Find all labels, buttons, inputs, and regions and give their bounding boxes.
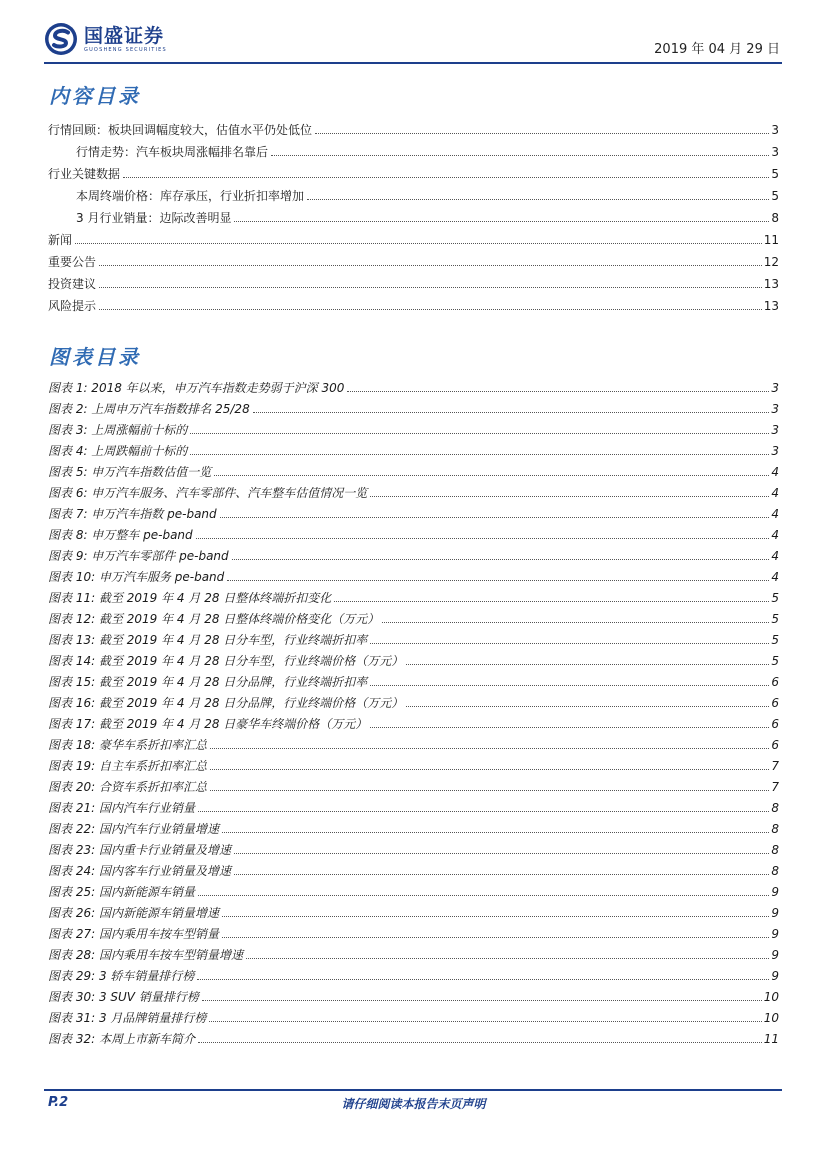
toc-entry-page: 11 [763,233,779,247]
dot-leader [234,874,769,875]
figure-entry-page: 4 [771,486,779,500]
figure-entry[interactable] [48,584,779,605]
dot-leader [99,265,762,266]
figure-entry-label: 图表 1: 2018 年以来，申万汽车指数走势弱于沪深 300 [48,381,345,395]
figure-entry[interactable] [48,857,779,878]
figure-entry[interactable] [48,710,779,731]
footer-disclaimer: 请仔细阅读本报告末页声明 [341,1097,486,1111]
dot-leader [202,1000,762,1001]
figure-entry-page: 9 [771,885,779,899]
figure-entry-label: 图表 7: 申万汽车指数 pe-band [48,507,217,521]
dot-leader [382,622,769,623]
figure-entry-label: 图表 5: 申万汽车指数估值一览 [48,465,212,479]
figure-entry-page: 4 [771,465,779,479]
figure-entry[interactable] [48,899,779,920]
figure-entry[interactable] [48,731,779,752]
dot-leader [347,391,769,392]
footer-divider [44,1089,782,1091]
dot-leader [99,309,762,310]
figure-entry-label: 图表 17: 截至 2019 年 4 月 28 日豪华车终端价格（万元） [48,717,368,731]
toc-entry[interactable] [48,225,779,247]
figure-entry-page: 4 [771,507,779,521]
dot-leader [234,221,769,222]
figure-entry[interactable] [48,500,779,521]
figure-entry-label: 图表 6: 申万汽车服务、汽车零部件、汽车整车估值情况一览 [48,486,368,500]
toc-entry-page: 8 [771,211,779,225]
figure-entry-label: 图表 11: 截至 2019 年 4 月 28 日整体终端折扣变化 [48,591,332,605]
figure-entry[interactable] [48,815,779,836]
dot-leader [190,433,769,434]
figure-entry-label: 图表 26: 国内新能源车销量增速 [48,906,219,920]
figure-entry[interactable] [48,752,779,773]
dot-leader [209,1021,761,1022]
figure-entry[interactable] [48,836,779,857]
dot-leader [370,685,769,686]
toc-list [48,115,779,313]
figure-entry-label: 图表 15: 截至 2019 年 4 月 28 日分品牌，行业终端折扣率 [48,675,368,689]
figure-entry-label: 图表 21: 国内汽车行业销量 [48,801,195,815]
figure-entry-page: 5 [771,654,779,668]
dot-leader [198,895,769,896]
figure-entry-page: 6 [771,738,779,752]
figure-entry-page: 5 [771,633,779,647]
figure-entry[interactable] [48,437,779,458]
company-logo [44,22,167,56]
dot-leader [271,155,769,156]
logo-chinese-name: 国盛证券 [84,24,165,47]
logo-icon [44,22,78,56]
figure-entry-label: 图表 2: 上周申万汽车指数排名 25/28 [48,402,250,416]
figure-entry-page: 4 [771,528,779,542]
dot-leader [370,727,769,728]
dot-leader [406,706,769,707]
dot-leader [234,853,769,854]
figure-entry[interactable] [48,920,779,941]
dot-leader [190,454,769,455]
figure-entry-label: 图表 16: 截至 2019 年 4 月 28 日分品牌，行业终端价格（万元） [48,696,404,710]
figure-entry-label: 图表 9: 申万汽车零部件 pe-band [48,549,229,563]
figure-entry[interactable] [48,626,779,647]
figure-entry-label: 图表 22: 国内汽车行业销量增速 [48,822,219,836]
figure-entry-label: 图表 12: 截至 2019 年 4 月 28 日整体终端价格变化（万元） [48,612,380,626]
dot-leader [198,1042,762,1043]
figure-entry-label: 图表 20: 合资车系折扣率汇总 [48,780,207,794]
figure-entry-label: 图表 32: 本周上市新车简介 [48,1032,195,1046]
dot-leader [99,287,762,288]
figures-list [48,374,779,1046]
figure-entry[interactable] [48,563,779,584]
toc-entry[interactable] [48,291,779,313]
figures-title: 图表目录 [49,345,141,369]
figure-entry-page: 3 [771,381,779,395]
figure-entry[interactable] [48,416,779,437]
figure-entry-label: 图表 14: 截至 2019 年 4 月 28 日分车型，行业终端价格（万元） [48,654,404,668]
figure-entry[interactable] [48,521,779,542]
dot-leader [75,243,762,244]
toc-entry-page: 3 [771,123,779,137]
dot-leader [227,580,769,581]
toc-entry[interactable] [48,115,779,137]
figure-entry-page: 5 [771,591,779,605]
dot-leader [222,832,769,833]
figure-entry[interactable] [48,458,779,479]
figure-entry-page: 8 [771,822,779,836]
report-date: 2019 年 04 月 29 日 [654,42,780,57]
figure-entry-label: 图表 27: 国内乘用车按车型销量 [48,927,219,941]
figure-entry[interactable] [48,479,779,500]
toc-entry-label: 风险提示 [48,299,97,313]
figure-entry-label: 图表 13: 截至 2019 年 4 月 28 日分车型，行业终端折扣率 [48,633,368,647]
figure-entry-page: 5 [771,612,779,626]
toc-entry[interactable] [48,269,779,291]
figure-entry-page: 9 [771,948,779,962]
figure-entry-page: 3 [771,402,779,416]
dot-leader [220,517,770,518]
figure-entry-label: 图表 24: 国内客车行业销量及增速 [48,864,231,878]
figure-entry[interactable] [48,647,779,668]
dot-leader [198,811,769,812]
dot-leader [196,538,770,539]
figure-entry-label: 图表 3: 上周涨幅前十标的 [48,423,188,437]
figure-entry-label: 图表 19: 自主车系折扣率汇总 [48,759,207,773]
figure-entry-page: 10 [763,990,779,1004]
figure-entry-page: 9 [771,927,779,941]
figure-entry[interactable] [48,962,779,983]
dot-leader [123,177,769,178]
figure-entry[interactable] [48,878,779,899]
figure-entry-page: 4 [771,549,779,563]
header-divider [44,62,782,64]
figure-entry-page: 7 [771,759,779,773]
figure-entry[interactable] [48,605,779,626]
dot-leader [246,958,769,959]
figure-entry[interactable] [48,395,779,416]
dot-leader [232,559,770,560]
dot-leader [406,664,769,665]
toc-entry[interactable] [48,159,779,181]
figure-entry[interactable] [48,983,779,1004]
figure-entry-page: 8 [771,801,779,815]
figure-entry-page: 6 [771,696,779,710]
figure-entry-page: 10 [763,1011,779,1025]
toc-entry-label: 行情走势：汽车板块周涨幅排名靠后 [76,145,269,159]
figure-entry-label: 图表 8: 申万整车 pe-band [48,528,193,542]
figure-entry-label: 图表 29: 3 轿车销量排行榜 [48,969,195,983]
toc-entry-page: 12 [763,255,779,269]
figure-entry-label: 图表 30: 3 SUV 销量排行榜 [48,990,199,1004]
page-header [44,22,782,64]
figure-entry-page: 6 [771,717,779,731]
figure-entry[interactable] [48,668,779,689]
toc-entry-page: 5 [771,167,779,181]
toc-entry[interactable] [48,247,779,269]
toc-entry-page: 13 [763,277,779,291]
figure-entry-label: 图表 25: 国内新能源车销量 [48,885,195,899]
dot-leader [210,769,769,770]
toc-entry-label: 3 月行业销量：边际改善明显 [76,211,232,225]
figure-entry[interactable] [48,773,779,794]
logo-english-name: GUOSHENG SECURITIES [84,46,167,53]
figure-entry-page: 7 [771,780,779,794]
figure-entry-page: 6 [771,675,779,689]
figure-entry-label: 图表 31: 3 月品牌销量排行榜 [48,1011,207,1025]
figure-entry[interactable] [48,689,779,710]
figure-entry-label: 图表 10: 申万汽车服务 pe-band [48,570,225,584]
dot-leader [334,601,769,602]
figure-entry-page: 3 [771,423,779,437]
toc-entry[interactable] [48,181,779,203]
page-number: P.2 [48,1095,69,1110]
dot-leader [307,199,769,200]
figure-entry-label: 图表 23: 国内重卡行业销量及增速 [48,843,231,857]
toc-entry-label: 行业关键数据 [48,167,121,181]
dot-leader [222,937,769,938]
figure-entry[interactable] [48,1025,779,1046]
toc-entry-label: 本周终端价格：库存承压，行业折扣率增加 [76,189,305,203]
dot-leader [197,979,769,980]
toc-entry-label: 重要公告 [48,255,97,269]
figure-entry-page: 3 [771,444,779,458]
figure-entry-label: 图表 18: 豪华车系折扣率汇总 [48,738,207,752]
figure-entry-page: 4 [771,570,779,584]
toc-entry[interactable] [48,203,779,225]
toc-entry-label: 行情回顾：板块回调幅度较大，估值水平仍处低位 [48,123,313,137]
figure-entry[interactable] [48,941,779,962]
figure-entry-page: 11 [763,1032,779,1046]
toc-entry-label: 投资建议 [48,277,97,291]
dot-leader [370,496,769,497]
figure-entry-label: 图表 28: 国内乘用车按车型销量增速 [48,948,243,962]
toc-entry-page: 3 [771,145,779,159]
toc-entry-page: 5 [771,189,779,203]
dot-leader [253,412,770,413]
figure-entry-page: 9 [771,969,779,983]
figure-entry-page: 8 [771,864,779,878]
figure-entry[interactable] [48,794,779,815]
toc-entry-label: 新闻 [48,233,73,247]
figure-entry-page: 9 [771,906,779,920]
dot-leader [370,643,769,644]
figure-entry-page: 8 [771,843,779,857]
toc-entry[interactable] [48,137,779,159]
toc-entry-page: 13 [763,299,779,313]
toc-title: 内容目录 [49,84,141,108]
dot-leader [222,916,769,917]
figure-entry[interactable] [48,1004,779,1025]
figure-entry[interactable] [48,542,779,563]
dot-leader [210,748,769,749]
dot-leader [210,790,769,791]
dot-leader [315,133,769,134]
figure-entry-label: 图表 4: 上周跌幅前十标的 [48,444,188,458]
figure-entry[interactable] [48,374,779,395]
dot-leader [214,475,769,476]
